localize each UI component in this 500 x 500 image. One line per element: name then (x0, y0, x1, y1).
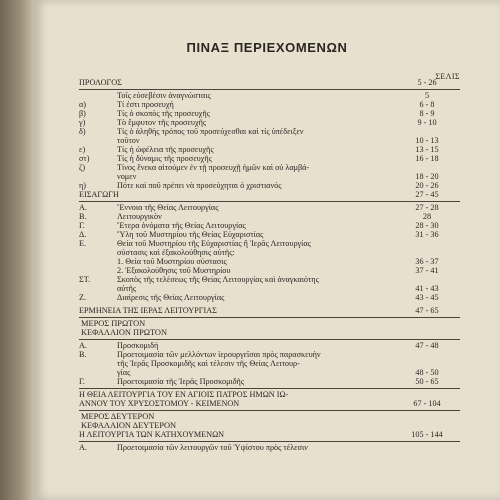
toc-entry (79, 341, 460, 350)
toc-entry (79, 91, 460, 100)
entry-marker: ΣΤ. (79, 275, 91, 284)
entry-marker: η) (79, 181, 87, 190)
entry-marker: β) (79, 109, 86, 118)
section-divider (79, 201, 460, 202)
toc-entry (79, 145, 460, 154)
section-divider (79, 317, 460, 318)
toc-entry (79, 266, 460, 275)
toc-entry (79, 163, 460, 172)
section-title: ΕΡΜΗΝΕΙΑ ΤΗΣ ΙΕΡΑΣ ΛΕΙΤΟΥΡΓΙΑΣ (79, 306, 217, 315)
entry-title: τῆς Ἱερᾶς Προσκομιδῆς καὶ τέλεσιν τῆς Θείας Λειτουρ- (117, 359, 300, 368)
page-range: 13 - 15 (415, 145, 439, 154)
toc-entry (79, 350, 460, 359)
page-range: 105 - 144 (411, 430, 443, 439)
page-range: 67 - 104 (413, 399, 441, 408)
entry-title: Προσκομιδή (117, 341, 159, 350)
part-heading (79, 328, 460, 337)
page-range: 37 - 41 (415, 266, 439, 275)
entry-title: Τοῖς εὐσεβέσιν ἀναγνώσταις (117, 91, 211, 100)
page-range: 41 - 43 (415, 284, 439, 293)
toc-section-heading (79, 430, 460, 439)
page-range: 8 - 9 (419, 109, 435, 118)
entry-title: 1. Θεία τοῦ Μυστηρίου σύστασις (117, 257, 227, 266)
entry-marker: α) (79, 100, 87, 109)
page-range: 47 - 65 (415, 306, 439, 315)
section-divider (79, 410, 460, 411)
toc-entry (79, 359, 460, 368)
toc-section-heading (79, 390, 460, 399)
page-range: 43 - 45 (415, 293, 439, 302)
entry-title: αὐτῆς (117, 284, 137, 293)
entry-title: Πότε καὶ ποῦ πρέπει νὰ προσεύχηται ὁ χριστιανός (117, 181, 282, 190)
section-title: ΕΙΣΑΓΩΓΗ (79, 190, 119, 199)
page-title: ΠΙΝΑΞ ΠΕΡΙΕΧΟΜΕΝΩΝ (186, 40, 348, 55)
entry-title: Τίς ὁ ἀληθὴς τρόπος τοῦ προσεύχεσθαι καὶ τίς ὑπέδειξεν (117, 127, 304, 136)
toc-entry (79, 230, 460, 239)
part-heading (79, 412, 460, 421)
entry-title: Προετοιμασία τῶν λειτουργῶν τοῦ Ὑψίστου πρὸς τέλεσιν (117, 443, 308, 452)
page-range: 9 - 10 (417, 118, 437, 127)
part-heading-text: ΜΕΡΟΣ ΔΕΥΤΕΡΟΝ (81, 412, 155, 421)
entry-marker: ε) (79, 145, 86, 154)
part-heading-text: ΜΕΡΟΣ ΠΡΩΤΟΝ (81, 319, 146, 328)
entry-title: 2. Ἐξακολούθησις τοῦ Μυστηρίου (117, 266, 231, 275)
entry-marker: στ) (79, 154, 90, 163)
page-range: 28 - 30 (415, 221, 439, 230)
toc-entry (79, 203, 460, 212)
page-range: 5 (424, 91, 430, 100)
section-divider (79, 89, 460, 90)
page-range: 27 - 45 (415, 190, 439, 199)
toc-entry (79, 275, 460, 284)
entry-title: Λειτουργικὸν (117, 212, 162, 221)
entry-title: τοῦτον (117, 136, 140, 145)
toc-entry (79, 212, 460, 221)
section-title: Η ΛΕΙΤΟΥΡΓΙΑ ΤΩΝ ΚΑΤΗΧΟΥΜΕΝΩΝ (79, 430, 225, 439)
entry-title: Θεία τοῦ Μυστηρίου τῆς Εὐχαριστίας ἢ Ἱερᾶς Λειτουργίας (117, 239, 311, 248)
toc-entry (79, 100, 460, 109)
page-range: 20 - 26 (415, 181, 439, 190)
toc-entry (79, 127, 460, 136)
toc-entry (79, 443, 460, 452)
toc-entry (79, 172, 460, 181)
toc-entry (79, 368, 460, 377)
page-range: 48 - 50 (415, 368, 439, 377)
page-range: 16 - 18 (415, 154, 439, 163)
entry-title: Ὕλη τοῦ Μυστηρίου τῆς Θείας Εὐχαριστίας (117, 230, 264, 239)
toc-entry (79, 257, 460, 266)
entry-marker: γ) (79, 118, 86, 127)
entry-marker: δ) (79, 127, 86, 136)
section-title: ΑΝΝΟΥ ΤΟΥ ΧΡΥΣΟΣΤΟΜΟΥ - ΚΕΙΜΕΝΟΝ (79, 399, 240, 408)
entry-marker: Α. (79, 203, 87, 212)
toc-entry (79, 248, 460, 257)
section-title: Η ΘΕΙΑ ΛΕΙΤΟΥΡΓΙΑ ΤΟΥ ΕΝ ΑΓΙΟΙΣ ΠΑΤΡΟΣ ΗΜΩΝ ΙΩ- (79, 390, 289, 399)
entry-title: νομεν (117, 172, 137, 181)
entry-title: Τίς ὁ σκοπὸς τῆς προσευχῆς (117, 109, 210, 118)
entry-title: Ἕτερα ὀνόματα τῆς Θείας Λειτουργίας (117, 221, 246, 230)
entry-title: Διαίρεσις τῆς Θείας Λειτουργίας (117, 293, 225, 302)
toc-section-heading (79, 306, 460, 315)
toc-entry (79, 118, 460, 127)
entry-title: Προετοιμασία τῆς Ἱερᾶς Προσκομιδῆς (117, 377, 245, 386)
toc-entry (79, 109, 460, 118)
section-divider (79, 339, 460, 340)
page-range: 28 (422, 212, 432, 221)
toc-section-heading (79, 78, 460, 87)
entry-title: Ἔννοια τῆς Θείας Λειτουργίας (117, 203, 219, 212)
part-heading-text: ΚΕΦΑΛΑΙΟΝ ΔΕΥΤΕΡΟΝ (81, 421, 177, 430)
entry-marker: Β. (79, 212, 87, 221)
section-divider (79, 388, 460, 389)
entry-title: Τί ἐστι προσευχή (117, 100, 174, 109)
book-page (34, 0, 500, 500)
page-range: 10 - 13 (415, 136, 439, 145)
toc-section-heading (79, 399, 460, 408)
entry-title: Τίνος ἕνεκα αἰτούμεν ἐν τῇ προσευχῇ ἡμῶν καὶ οὐ λαμβά- (117, 163, 310, 172)
toc-entry (79, 284, 460, 293)
entry-marker: Ε. (79, 239, 87, 248)
part-heading (79, 421, 460, 430)
toc-entry (79, 136, 460, 145)
section-title: ΠΡΟΛΟΓΟΣ (79, 78, 122, 87)
page-column-header: ΣΕΛΙΣ (435, 72, 460, 81)
entry-marker: Δ. (79, 230, 87, 239)
entry-marker: Α. (79, 443, 87, 452)
entry-title: Τὸ ἔμφυτον τῆς προσευχῆς (117, 118, 207, 127)
entry-marker: Β. (79, 350, 87, 359)
page-range: 5 - 26 (417, 78, 437, 87)
entry-title: Προετοιμασία τῶν μελλόντων ἱερουργεῖσαι πρὸς παρασκευὴν (117, 350, 321, 359)
entry-title: σύστασις καὶ ἐξακολούθησις αὐτῆς: (117, 248, 235, 257)
entry-marker: Α. (79, 341, 87, 350)
entry-title: Σκοπὸς τῆς τελέσεως τῆς Θείας Λειτουργίας καὶ ἀναγκαιότης (117, 275, 319, 284)
page-range: 27 - 28 (415, 203, 439, 212)
toc-entry (79, 181, 460, 190)
entry-title: Τίς ἡ ὠφέλεια τῆς προσευχῆς (117, 145, 214, 154)
toc-entry (79, 293, 460, 302)
toc-entry (79, 239, 460, 248)
page-range: 18 - 20 (415, 172, 439, 181)
part-heading (79, 319, 460, 328)
part-heading-text: ΚΕΦΑΛΑΙΟΝ ΠΡΩΤΟΝ (81, 328, 168, 337)
page-range: 31 - 36 (415, 230, 439, 239)
page-range: 50 - 65 (415, 377, 439, 386)
page-range: 36 - 37 (415, 257, 439, 266)
table-of-contents (79, 78, 460, 452)
entry-title: γίας (117, 368, 131, 377)
entry-marker: ζ) (79, 163, 86, 172)
entry-marker: Γ. (79, 221, 85, 230)
entry-marker: Γ. (79, 377, 85, 386)
toc-section-heading (79, 190, 460, 199)
entry-title: Τίς ἡ δύναμις τῆς προσευχῆς (117, 154, 212, 163)
toc-entry (79, 377, 460, 386)
toc-entry (79, 221, 460, 230)
section-divider (79, 441, 460, 442)
page-range: 47 - 48 (415, 341, 439, 350)
book-spine-shadow (0, 0, 34, 500)
entry-marker: Ζ. (79, 293, 87, 302)
toc-entry (79, 154, 460, 163)
page-range: 6 - 8 (419, 100, 435, 109)
